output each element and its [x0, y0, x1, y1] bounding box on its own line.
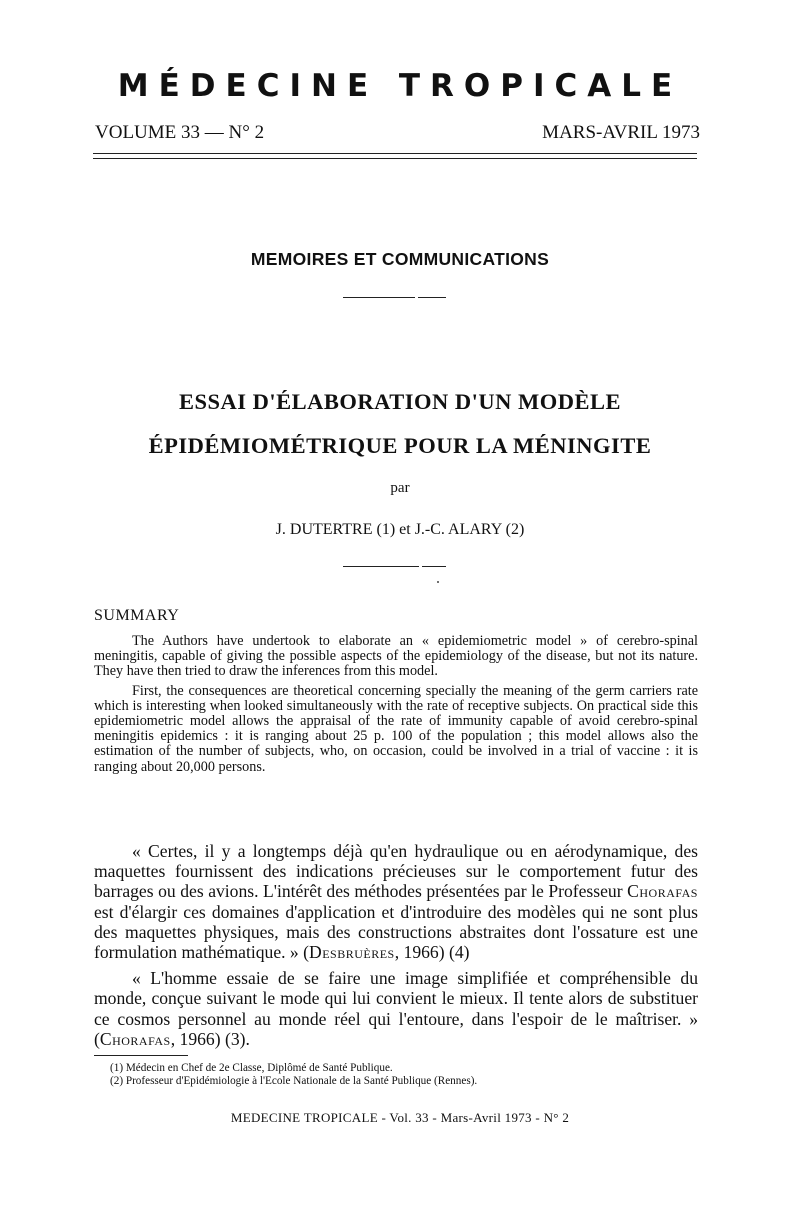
cited-author-desbrueres: Desbruères [308, 942, 395, 963]
cited-author-chorafas: Chorafas [627, 881, 698, 902]
header-double-rule [93, 153, 697, 159]
by-label: par [390, 480, 410, 496]
section-divider-right [418, 297, 446, 298]
section-divider-left [343, 297, 415, 298]
volume-number: VOLUME 33 — N° 2 [95, 122, 265, 143]
footnote-2: (2) Professeur d'Epidémiologie à l'Ecole Nationale de la Santé Publique (Rennes). [110, 1074, 478, 1087]
quote-desbrueres: « Certes, il y a longtemps déjà qu'en hydraulique ou en aérodynamique, des maquettes fournissent des indications précieuses sur le comportement futur des barrages ou des avions. L'intérêt des méthodes présentées par le Professeur Chorafas est d'élargir ces domaines d'application et d'introduire des modèles qui ne sont plus des maquettes physiques, mais des constructions abstraites dont l'ossature est une formulation mathématique. » (Desbruères, 1966) (4) [94, 841, 698, 963]
section-heading: MEMOIRES ET COMMUNICATIONS [250, 249, 550, 269]
article-authors: J. DUTERTRE (1) et J.-C. ALARY (2) [275, 521, 525, 538]
footnotes [110, 1062, 477, 1087]
summary-heading: SUMMARY [94, 607, 180, 624]
authors-divider-right [422, 566, 446, 567]
article-title-line-2: ÉPIDÉMIOMÉTRIQUE POUR LA MÉNINGITE [148, 433, 652, 458]
footnote-rule [94, 1055, 188, 1056]
summary-paragraph-1: The Authors have undertook to elaborate an « epidemiometric model » of cerebro-spinal meningitis, capable of giving the possible aspects of the epidemiology of the disease, but not its nature. They have then tried to draw the inferences from this model. [94, 633, 698, 680]
issue-date: MARS-AVRIL 1973 [542, 122, 700, 143]
summary-text [94, 634, 698, 779]
article-title-line-1: ESSAI D'ÉLABORATION D'UN MODÈLE [178, 389, 622, 414]
stray-mark [437, 581, 439, 583]
journal-title: MÉDECINE TROPICALE [117, 68, 683, 104]
quote-chorafas: « L'homme essaie de se faire une image simplifiée et compréhensible du monde, conçue suivant le mode qui lui convient le mieux. Il tente alors de substituer ce cosmos personnel au monde réel qui l'entoure, dans l'espoir de le maîtriser. » (Chorafas, 1966) (3). [94, 968, 698, 1049]
summary-paragraph-2: First, the consequences are theoretical concerning specially the meaning of the germ carriers rate which is interesting when looked simultaneously with the rate of receptive subjects. On practical side this epidemiometric model allows the appraisal of the rate of immunity capable of avoid cerebro-spinal meningitis epidemics : it is ranging about 25 p. 100 of the population ; this model allows also the estimation of the number of subjects, who, on occasion, could be involved in a trial of vaccine : it is ranging about 20,000 persons. [94, 682, 698, 775]
footnote-1: (1) Médecin en Chef de 2e Classe, Diplômé de Santé Publique. [110, 1062, 393, 1074]
page-footer: MEDECINE TROPICALE - Vol. 33 - Mars-Avril 1973 - N° 2 [230, 1110, 570, 1125]
epigraph-quotes [94, 841, 698, 1055]
cited-author-chorafas-2: Chorafas [99, 1028, 171, 1049]
authors-divider-left [343, 566, 419, 567]
